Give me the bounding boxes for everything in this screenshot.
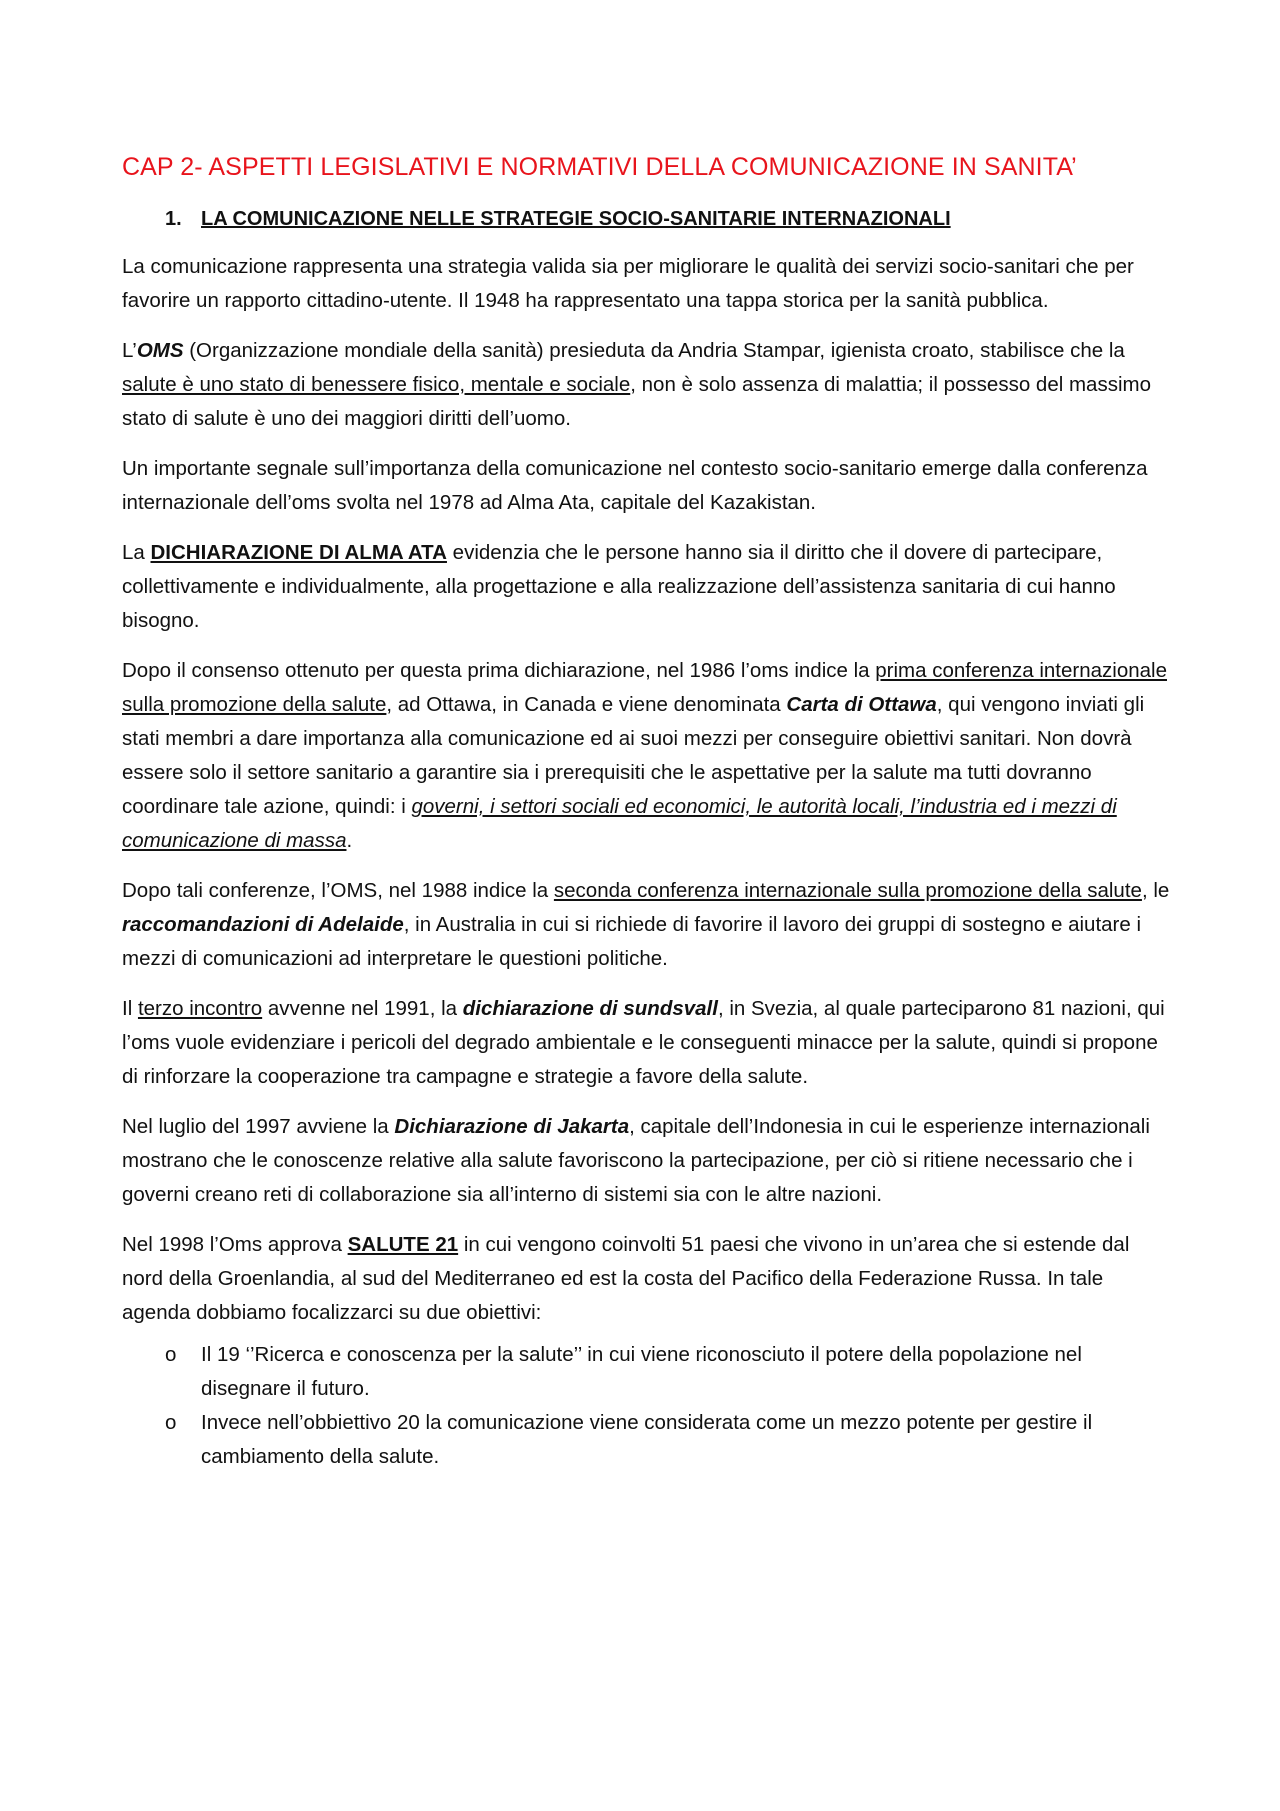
sundsvall-term: dichiarazione di sundsvall [462, 997, 718, 1020]
list-item [122, 1338, 1172, 1406]
section-title: LA COMUNICAZIONE NELLE STRATEGIE SOCIO-SANITARIE INTERNAZIONALI [201, 208, 951, 230]
salute21-term: SALUTE 21 [347, 1233, 459, 1256]
section-heading [122, 204, 1172, 234]
paragraph-jakarta: Nel luglio del 1997 avviene la Dichiarazione di Jakarta, capitale dell’Indonesia in cui le esperienze internazionali mostrano che le conoscenze relative alla salute favoriscono la partecipazione, per ciò si ritiene necessario che i governi creano reti di collaborazione sia all’interno di sistemi sia con le altre nazioni. [122, 1115, 1150, 1206]
alma-ata-term: DICHIARAZIONE DI ALMA ATA [150, 541, 447, 564]
section-number: 1. [165, 208, 182, 230]
list-item [122, 1406, 1172, 1474]
jakarta-term: Dichiarazione di Jakarta [394, 1115, 630, 1138]
first-conference-term: prima conferenza internazionale sulla promozione della salute [122, 659, 1167, 716]
second-conference-term: seconda conferenza internazionale sulla promozione della salute [553, 879, 1142, 902]
paragraph-intro: La comunicazione rappresenta una strategia valida sia per migliorare le qualità dei servizi socio-sanitari che per favorire un rapporto cittadino-utente. Il 1948 ha rappresentato una tappa storica per la sanità pubblica. [122, 255, 1134, 312]
bullet-marker: o [165, 1343, 177, 1366]
document-body [122, 150, 1172, 1474]
chapter-title: CAP 2- ASPETTI LEGISLATIVI E NORMATIVI DELLA COMUNICAZIONE IN SANITA’ [122, 153, 1077, 181]
objectives-list [122, 1338, 1172, 1474]
paragraph-oms: L’OMS (Organizzazione mondiale della sanità) presieduta da Andria Stampar, igienista croato, stabilisce che la salute è uno stato di benessere fisico, mentale e sociale, non è solo assenza di malattia; il possesso del massimo stato di salute è uno dei maggiori diritti dell’uomo. [122, 339, 1151, 430]
paragraph-sundsvall: Il terzo incontro avvenne nel 1991, la dichiarazione di sundsvall, in Svezia, al quale parteciparono 81 nazioni, qui l’oms vuole evidenziare i pericoli del degrado ambientale e le conseguenti minacce per la salute, quindi si propone di rinforzare la cooperazione tra campagne e strategie a favore della salute. [122, 997, 1165, 1088]
bullet-marker: o [165, 1411, 177, 1434]
actors-list: governi, i settori sociali ed economici, le autorità locali, l’industria ed i mezzi di comunicazione di massa [122, 795, 1117, 852]
paragraph-adelaide: Dopo tali conferenze, l’OMS, nel 1988 indice la seconda conferenza internazionale sulla promozione della salute, le raccomandazioni di Adelaide, in Australia in cui si richiede di favorire il lavoro dei gruppi di sostegno e aiutare i mezzi di comunicazioni ad interpretare le questioni politiche. [122, 879, 1170, 970]
paragraph-ottawa: Dopo il consenso ottenuto per questa prima dichiarazione, nel 1986 l’oms indice la prima conferenza internazionale sulla promozione della salute, ad Ottawa, in Canada e viene denominata Carta di Ottawa, qui vengono inviati gli stati membri a dare importanza alla comunicazione ed ai suoi mezzi per conseguire obiettivi sanitari. Non dovrà essere solo il settore sanitario a garantire sia i prerequisiti che le aspettative per la salute ma tutti dovranno coordinare tale azione, quindi: i governi, i settori sociali ed economici, le autorità locali, l’industria ed i mezzi di comunicazione di massa. [122, 659, 1167, 852]
list-item-text: Il 19 ‘’Ricerca e conoscenza per la salute’’ in cui viene riconosciuto il potere della popolazione nel disegnare il futuro. [201, 1343, 1082, 1400]
oms-term: OMS [136, 339, 184, 362]
health-definition: salute è uno stato di benessere fisico, mentale e sociale [122, 373, 631, 396]
list-item-text: Invece nell’obbiettivo 20 la comunicazione viene considerata come un mezzo potente per gestire il cambiamento della salute. [201, 1411, 1093, 1468]
paragraph-alma-ata-declaration: La DICHIARAZIONE DI ALMA ATA evidenzia che le persone hanno sia il diritto che il dovere di partecipare, collettivamente e individualmente, alla progettazione e alla realizzazione dell’assistenza sanitaria di cui hanno bisogno. [122, 541, 1116, 632]
paragraph-salute21: Nel 1998 l’Oms approva SALUTE 21 in cui vengono coinvolti 51 paesi che vivono in un’area che si estende dal nord della Groenlandia, al sud del Mediterraneo ed est la costa del Pacifico della Federazione Russa. In tale agenda dobbiamo focalizzarci su due obiettivi: [122, 1233, 1130, 1324]
adelaide-term: raccomandazioni di Adelaide [122, 913, 404, 936]
paragraph-alma-ata-conference: Un importante segnale sull’importanza della comunicazione nel contesto socio-sanitario emerge dalla conferenza internazionale dell’oms svolta nel 1978 ad Alma Ata, capitale del Kazakistan. [122, 457, 1148, 514]
third-meeting-term: terzo incontro [137, 997, 263, 1020]
ottawa-charter-term: Carta di Ottawa [786, 693, 937, 716]
